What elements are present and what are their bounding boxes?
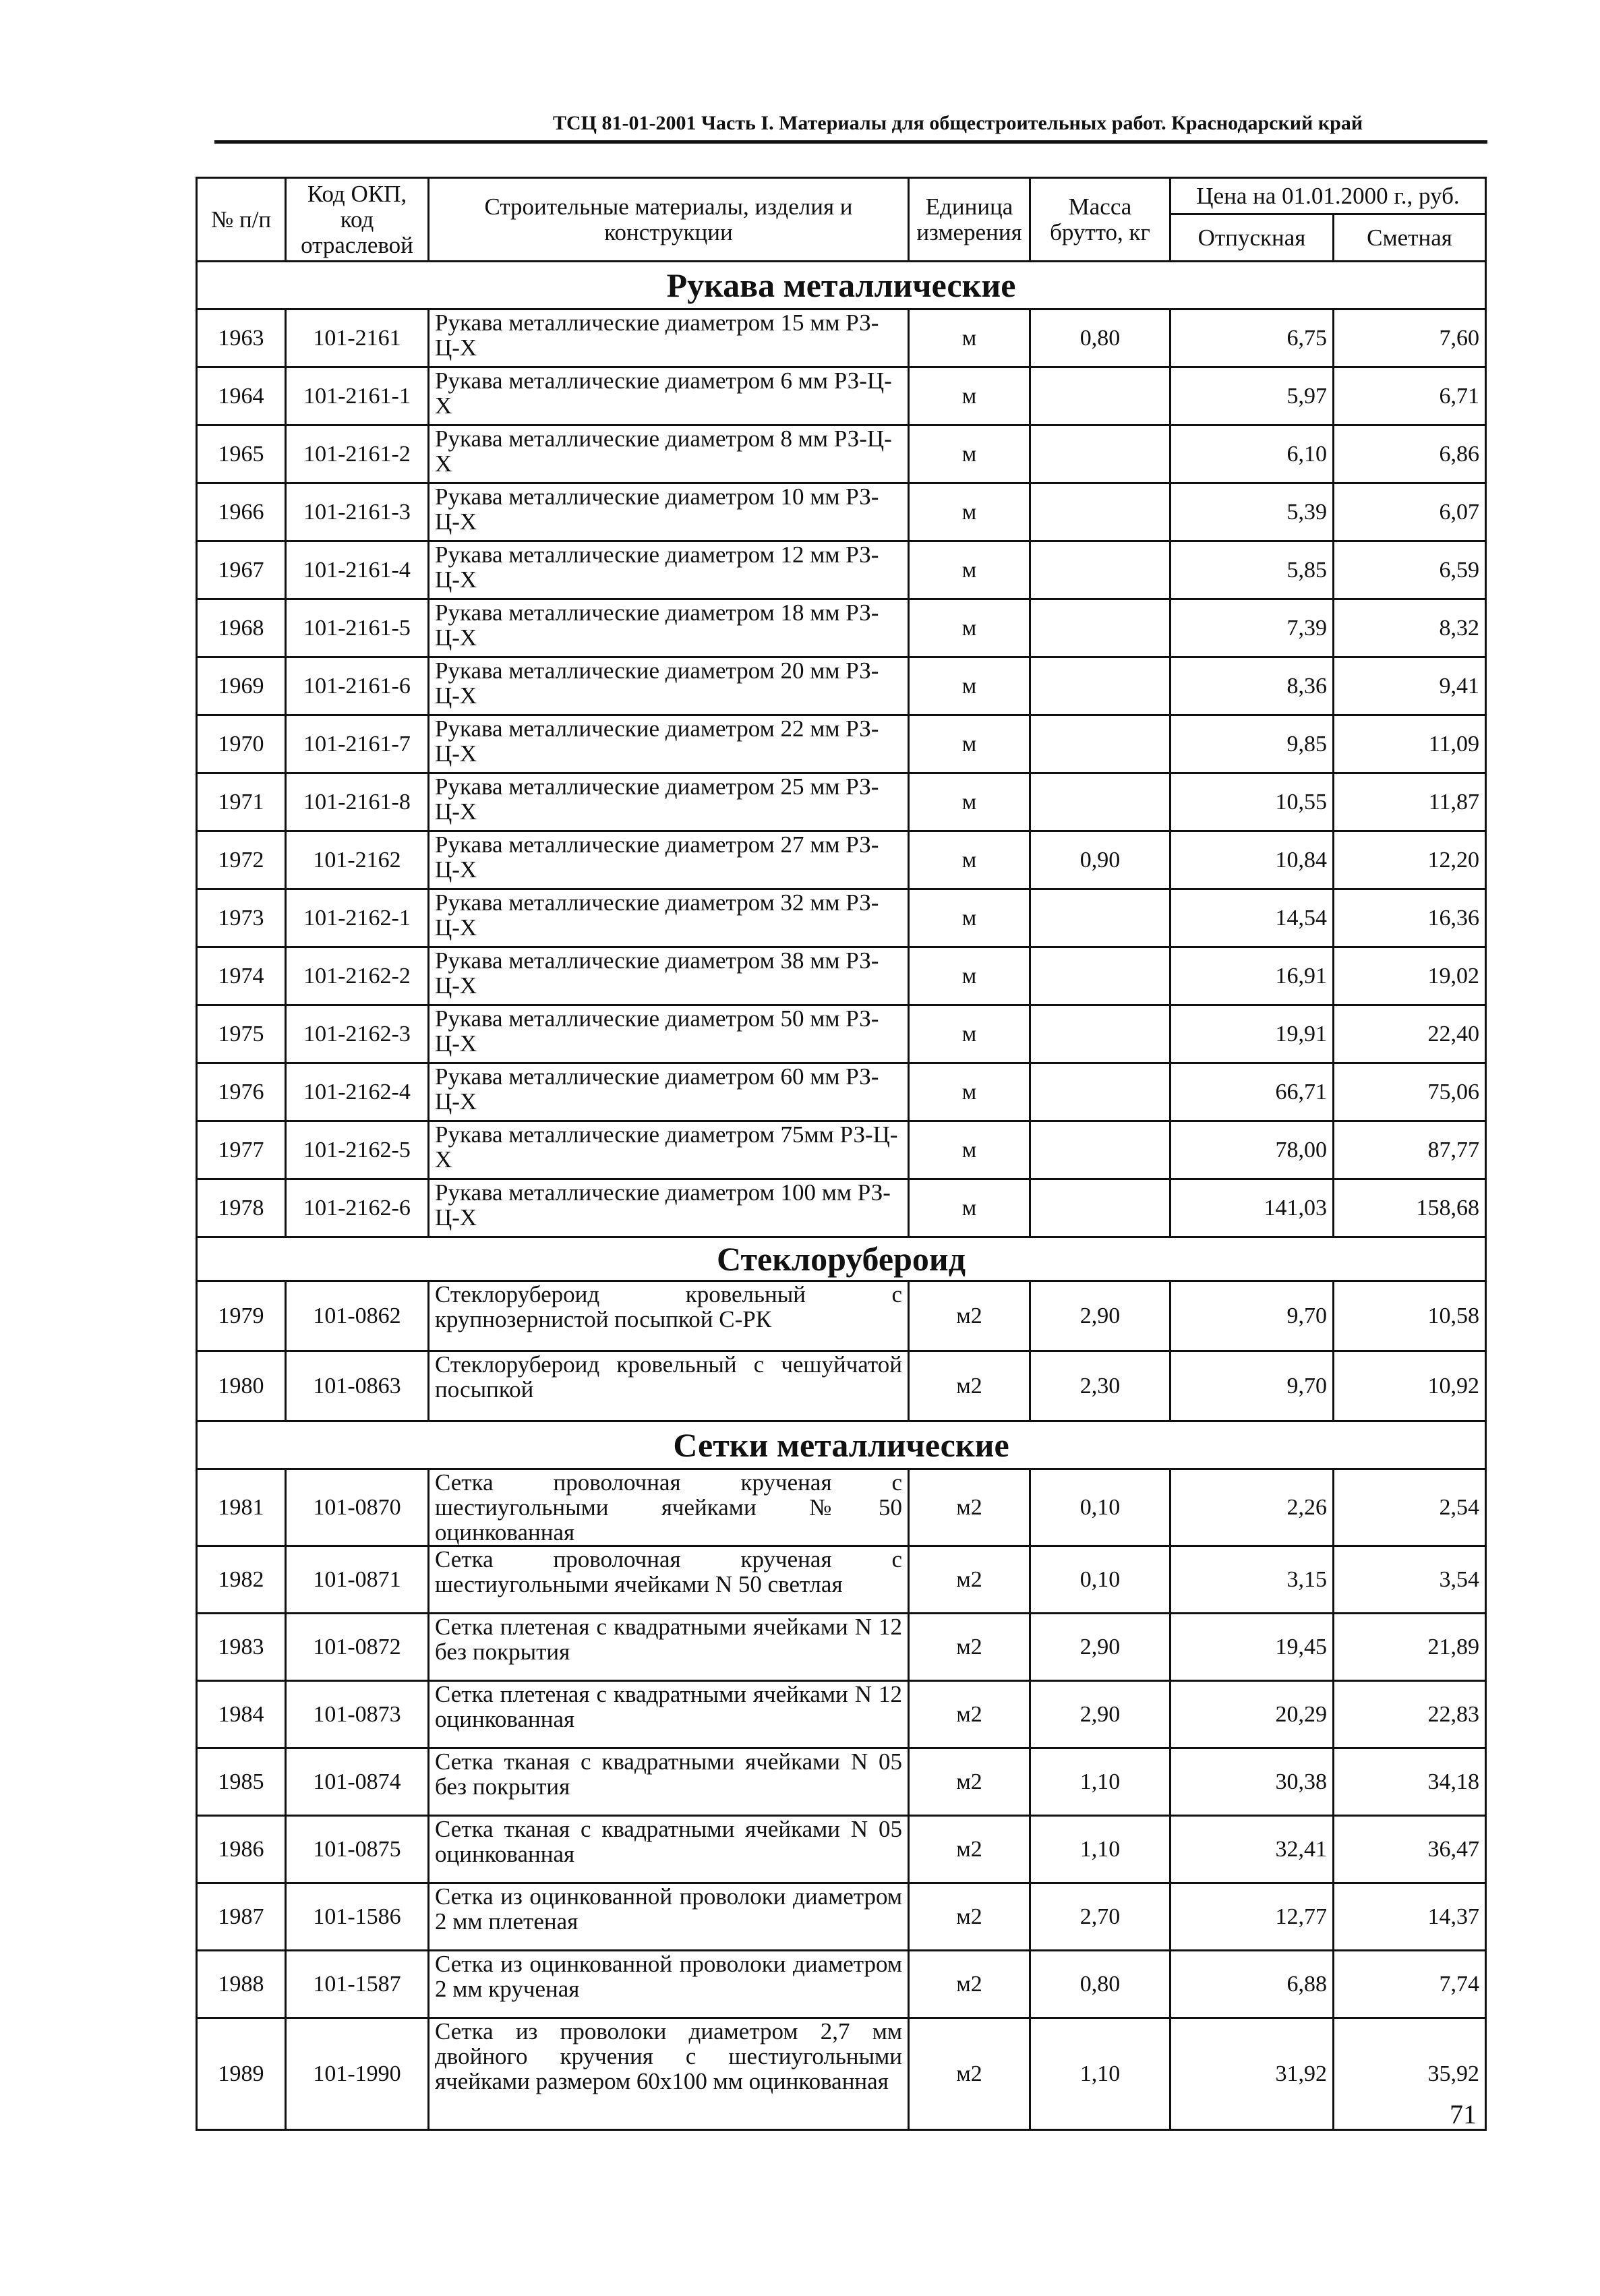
unit: м — [909, 889, 1030, 947]
release-price: 19,45 — [1171, 1614, 1334, 1681]
material-name: Рукава металлические диаметром 32 мм РЗ-Ц-Х — [429, 889, 909, 947]
row-num: 1977 — [197, 1121, 286, 1179]
okp-code: 101-2161 — [286, 310, 429, 367]
okp-code: 101-2162-2 — [286, 947, 429, 1005]
section-title: Рукава металлические — [197, 262, 1486, 310]
material-name: Рукава металлические диаметром 22 мм РЗ-Ц-Х — [429, 715, 909, 773]
release-price: 2,26 — [1171, 1469, 1334, 1546]
estimate-price: 14,37 — [1334, 1883, 1486, 1951]
okp-code: 101-2161-7 — [286, 715, 429, 773]
table-row — [197, 425, 1486, 483]
mass: 0,80 — [1030, 310, 1171, 367]
material-name: Сетка проволочная крученая с шестиугольными ячейками N 50 светлая — [429, 1546, 909, 1614]
unit: м — [909, 773, 1030, 831]
section-row — [197, 262, 1486, 310]
section-row — [197, 1237, 1486, 1281]
table-row — [197, 367, 1486, 425]
release-price: 32,41 — [1171, 1816, 1334, 1883]
row-num: 1980 — [197, 1351, 286, 1421]
estimate-price: 22,83 — [1334, 1681, 1486, 1748]
material-name: Рукава металлические диаметром 25 мм РЗ-Ц-Х — [429, 773, 909, 831]
unit: м — [909, 657, 1030, 715]
unit: м2 — [909, 1546, 1030, 1614]
row-num: 1986 — [197, 1816, 286, 1883]
release-price: 9,70 — [1171, 1281, 1334, 1351]
okp-code: 101-0874 — [286, 1748, 429, 1816]
row-num: 1971 — [197, 773, 286, 831]
material-name: Рукава металлические диаметром 15 мм РЗ-Ц-Х — [429, 310, 909, 367]
estimate-price: 7,60 — [1334, 310, 1486, 367]
okp-code: 101-2161-1 — [286, 367, 429, 425]
estimate-price: 158,68 — [1334, 1179, 1486, 1237]
unit: м2 — [909, 1816, 1030, 1883]
estimate-price: 19,02 — [1334, 947, 1486, 1005]
material-name: Сетка из оцинкованной проволоки диаметром 2 мм плетеная — [429, 1883, 909, 1951]
mass — [1030, 657, 1171, 715]
table-row — [197, 831, 1486, 889]
table-row — [197, 1121, 1486, 1179]
mass — [1030, 889, 1171, 947]
unit: м2 — [909, 2018, 1030, 2130]
release-price: 30,38 — [1171, 1748, 1334, 1816]
estimate-price: 3,54 — [1334, 1546, 1486, 1614]
table-row — [197, 1351, 1486, 1421]
header-release-price: Отпускная — [1171, 214, 1334, 262]
estimate-price: 10,92 — [1334, 1351, 1486, 1421]
unit: м2 — [909, 1281, 1030, 1351]
unit: м2 — [909, 1951, 1030, 2018]
table-row — [197, 1179, 1486, 1237]
okp-code: 101-0862 — [286, 1281, 429, 1351]
okp-code: 101-2162-1 — [286, 889, 429, 947]
unit: м — [909, 367, 1030, 425]
estimate-price: 6,59 — [1334, 541, 1486, 599]
table-row — [197, 1063, 1486, 1121]
row-num: 1988 — [197, 1951, 286, 2018]
mass — [1030, 541, 1171, 599]
row-num: 1984 — [197, 1681, 286, 1748]
row-num: 1963 — [197, 310, 286, 367]
table-row — [197, 1546, 1486, 1614]
table-row — [197, 1614, 1486, 1681]
estimate-price: 2,54 — [1334, 1469, 1486, 1546]
material-name: Стеклорубероид кровельный с крупнозернистой посыпкой С-РК — [429, 1281, 909, 1351]
unit: м — [909, 599, 1030, 657]
estimate-price: 35,92 — [1334, 2018, 1486, 2130]
release-price: 9,85 — [1171, 715, 1334, 773]
unit: м2 — [909, 1748, 1030, 1816]
release-price: 9,70 — [1171, 1351, 1334, 1421]
unit: м2 — [909, 1883, 1030, 1951]
estimate-price: 36,47 — [1334, 1816, 1486, 1883]
row-num: 1972 — [197, 831, 286, 889]
estimate-price: 87,77 — [1334, 1121, 1486, 1179]
row-num: 1975 — [197, 1005, 286, 1063]
row-num: 1964 — [197, 367, 286, 425]
okp-code: 101-2161-3 — [286, 483, 429, 541]
estimate-price: 16,36 — [1334, 889, 1486, 947]
header-num: № п/п — [197, 178, 286, 262]
unit: м — [909, 947, 1030, 1005]
row-num: 1978 — [197, 1179, 286, 1237]
table-row — [197, 1281, 1486, 1351]
material-name: Сетка тканая с квадратными ячейками N 05 без покрытия — [429, 1748, 909, 1816]
material-name: Рукава металлические диаметром 100 мм РЗ-Ц-Х — [429, 1179, 909, 1237]
mass: 0,90 — [1030, 831, 1171, 889]
estimate-price: 11,09 — [1334, 715, 1486, 773]
unit: м — [909, 310, 1030, 367]
table-row — [197, 541, 1486, 599]
header-okp-code: Код ОКП, код отраслевой — [286, 178, 429, 262]
mass — [1030, 367, 1171, 425]
release-price: 16,91 — [1171, 947, 1334, 1005]
release-price: 6,10 — [1171, 425, 1334, 483]
material-name: Сетка проволочная крученая с шестиугольными ячейками №50 оцинкованная — [429, 1469, 909, 1546]
estimate-price: 21,89 — [1334, 1614, 1486, 1681]
okp-code: 101-2161-8 — [286, 773, 429, 831]
mass — [1030, 1121, 1171, 1179]
okp-code: 101-2161-4 — [286, 541, 429, 599]
release-price: 66,71 — [1171, 1063, 1334, 1121]
mass — [1030, 425, 1171, 483]
header-material-name: Строительные материалы, изделия и конструкции — [429, 178, 909, 262]
release-price: 6,75 — [1171, 310, 1334, 367]
material-name: Рукава металлические диаметром 38 мм РЗ-Ц-Х — [429, 947, 909, 1005]
unit: м2 — [909, 1351, 1030, 1421]
release-price: 10,84 — [1171, 831, 1334, 889]
material-name: Сетка из оцинкованной проволоки диаметром 2 мм крученая — [429, 1951, 909, 2018]
material-name: Рукава металлические диаметром 20 мм РЗ-Ц-Х — [429, 657, 909, 715]
material-name: Рукава металлические диаметром 10 мм РЗ-Ц-Х — [429, 483, 909, 541]
unit: м — [909, 831, 1030, 889]
header-unit: Единица измерения — [909, 178, 1030, 262]
table-header — [197, 178, 1486, 262]
okp-code: 101-0863 — [286, 1351, 429, 1421]
header-estimate-price: Сметная — [1334, 214, 1486, 262]
okp-code: 101-0875 — [286, 1816, 429, 1883]
release-price: 3,15 — [1171, 1546, 1334, 1614]
row-num: 1979 — [197, 1281, 286, 1351]
table-row — [197, 1883, 1486, 1951]
unit: м — [909, 1121, 1030, 1179]
release-price: 7,39 — [1171, 599, 1334, 657]
price-table — [196, 177, 1487, 2131]
estimate-price: 12,20 — [1334, 831, 1486, 889]
table-row — [197, 947, 1486, 1005]
okp-code: 101-0872 — [286, 1614, 429, 1681]
material-name: Сетка из проволоки диаметром 2,7 мм двойного кручения с шестиугольными ячейками размером 60х100 мм оцинкованная — [429, 2018, 909, 2130]
row-num: 1973 — [197, 889, 286, 947]
mass — [1030, 599, 1171, 657]
mass: 2,30 — [1030, 1351, 1171, 1421]
release-price: 5,85 — [1171, 541, 1334, 599]
table-row — [197, 1816, 1486, 1883]
mass — [1030, 483, 1171, 541]
section-title: Сетки металлические — [197, 1421, 1486, 1469]
release-price: 141,03 — [1171, 1179, 1334, 1237]
release-price: 20,29 — [1171, 1681, 1334, 1748]
row-num: 1989 — [197, 2018, 286, 2130]
table-row — [197, 599, 1486, 657]
section-title: Стеклорубероид — [197, 1237, 1486, 1281]
mass: 0,10 — [1030, 1469, 1171, 1546]
material-name: Рукава металлические диаметром 75мм РЗ-Ц-Х — [429, 1121, 909, 1179]
row-num: 1982 — [197, 1546, 286, 1614]
row-num: 1967 — [197, 541, 286, 599]
mass: 1,10 — [1030, 1816, 1171, 1883]
mass: 2,70 — [1030, 1883, 1171, 1951]
okp-code: 101-0871 — [286, 1546, 429, 1614]
table-row — [197, 2018, 1486, 2130]
estimate-price: 22,40 — [1334, 1005, 1486, 1063]
row-num: 1966 — [197, 483, 286, 541]
unit: м — [909, 483, 1030, 541]
okp-code: 101-1990 — [286, 2018, 429, 2130]
row-num: 1968 — [197, 599, 286, 657]
okp-code: 101-0870 — [286, 1469, 429, 1546]
mass — [1030, 715, 1171, 773]
material-name: Сетка плетеная с квадратными ячейками N 12 оцинкованная — [429, 1681, 909, 1748]
unit: м2 — [909, 1469, 1030, 1546]
mass — [1030, 1063, 1171, 1121]
mass — [1030, 947, 1171, 1005]
estimate-price: 11,87 — [1334, 773, 1486, 831]
release-price: 10,55 — [1171, 773, 1334, 831]
mass: 2,90 — [1030, 1681, 1171, 1748]
release-price: 5,39 — [1171, 483, 1334, 541]
okp-code: 101-1586 — [286, 1883, 429, 1951]
unit: м — [909, 1005, 1030, 1063]
unit: м2 — [909, 1614, 1030, 1681]
okp-code: 101-2162 — [286, 831, 429, 889]
table-row — [197, 1681, 1486, 1748]
estimate-price: 10,58 — [1334, 1281, 1486, 1351]
table-row — [197, 1951, 1486, 2018]
release-price: 12,77 — [1171, 1883, 1334, 1951]
row-num: 1983 — [197, 1614, 286, 1681]
release-price: 31,92 — [1171, 2018, 1334, 2130]
okp-code: 101-2162-5 — [286, 1121, 429, 1179]
estimate-price: 6,86 — [1334, 425, 1486, 483]
row-num: 1987 — [197, 1883, 286, 1951]
mass — [1030, 1179, 1171, 1237]
mass: 2,90 — [1030, 1614, 1171, 1681]
row-num: 1970 — [197, 715, 286, 773]
mass: 1,10 — [1030, 2018, 1171, 2130]
row-num: 1981 — [197, 1469, 286, 1546]
row-num: 1985 — [197, 1748, 286, 1816]
estimate-price: 75,06 — [1334, 1063, 1486, 1121]
section-row — [197, 1421, 1486, 1469]
mass: 0,10 — [1030, 1546, 1171, 1614]
header-divider — [214, 140, 1487, 144]
material-name: Рукава металлические диаметром 12 мм РЗ-Ц-Х — [429, 541, 909, 599]
material-name: Сетка плетеная с квадратными ячейками N 12 без покрытия — [429, 1614, 909, 1681]
table-row — [197, 1748, 1486, 1816]
estimate-price: 6,71 — [1334, 367, 1486, 425]
release-price: 6,88 — [1171, 1951, 1334, 2018]
table-row — [197, 889, 1486, 947]
material-name: Рукава металлические диаметром 18 мм РЗ-Ц-Х — [429, 599, 909, 657]
table-row — [197, 483, 1486, 541]
row-num: 1976 — [197, 1063, 286, 1121]
mass: 1,10 — [1030, 1748, 1171, 1816]
page-number: 71 — [1450, 2099, 1477, 2129]
header-price: Цена на 01.01.2000 г., руб. — [1171, 178, 1486, 214]
mass: 0,80 — [1030, 1951, 1171, 2018]
release-price: 5,97 — [1171, 367, 1334, 425]
okp-code: 101-2161-6 — [286, 657, 429, 715]
header-mass: Масса брутто, кг — [1030, 178, 1171, 262]
release-price: 19,91 — [1171, 1005, 1334, 1063]
release-price: 14,54 — [1171, 889, 1334, 947]
unit: м — [909, 425, 1030, 483]
unit: м — [909, 715, 1030, 773]
estimate-price: 7,74 — [1334, 1951, 1486, 2018]
table-row — [197, 1469, 1486, 1546]
okp-code: 101-2162-6 — [286, 1179, 429, 1237]
unit: м — [909, 541, 1030, 599]
material-name: Рукава металлические диаметром 60 мм РЗ-Ц-Х — [429, 1063, 909, 1121]
table-row — [197, 657, 1486, 715]
estimate-price: 9,41 — [1334, 657, 1486, 715]
row-num: 1974 — [197, 947, 286, 1005]
unit: м — [909, 1063, 1030, 1121]
unit: м — [909, 1179, 1030, 1237]
mass — [1030, 773, 1171, 831]
row-num: 1969 — [197, 657, 286, 715]
unit: м2 — [909, 1681, 1030, 1748]
mass — [1030, 1005, 1171, 1063]
okp-code: 101-0873 — [286, 1681, 429, 1748]
estimate-price: 34,18 — [1334, 1748, 1486, 1816]
table-body — [197, 262, 1486, 2130]
okp-code: 101-2162-4 — [286, 1063, 429, 1121]
material-name: Рукава металлические диаметром 6 мм РЗ-Ц-Х — [429, 367, 909, 425]
table-row — [197, 310, 1486, 367]
table-row — [197, 773, 1486, 831]
okp-code: 101-2162-3 — [286, 1005, 429, 1063]
okp-code: 101-2161-5 — [286, 599, 429, 657]
okp-code: 101-1587 — [286, 1951, 429, 2018]
estimate-price: 6,07 — [1334, 483, 1486, 541]
row-num: 1965 — [197, 425, 286, 483]
material-name: Сетка тканая с квадратными ячейками N 05 оцинкованная — [429, 1816, 909, 1883]
release-price: 8,36 — [1171, 657, 1334, 715]
material-name: Рукава металлические диаметром 8 мм РЗ-Ц-Х — [429, 425, 909, 483]
estimate-price: 8,32 — [1334, 599, 1486, 657]
table-row — [197, 1005, 1486, 1063]
material-name: Стеклорубероид кровельный с чешуйчатой посыпкой — [429, 1351, 909, 1421]
material-name: Рукава металлические диаметром 27 мм РЗ-Ц-Х — [429, 831, 909, 889]
mass: 2,90 — [1030, 1281, 1171, 1351]
release-price: 78,00 — [1171, 1121, 1334, 1179]
material-name: Рукава металлические диаметром 50 мм РЗ-Ц-Х — [429, 1005, 909, 1063]
table-row — [197, 715, 1486, 773]
page-header-title: ТСЦ 81-01-2001 Часть I. Материалы для общестроительных работ. Краснодарский край — [553, 112, 1363, 134]
okp-code: 101-2161-2 — [286, 425, 429, 483]
